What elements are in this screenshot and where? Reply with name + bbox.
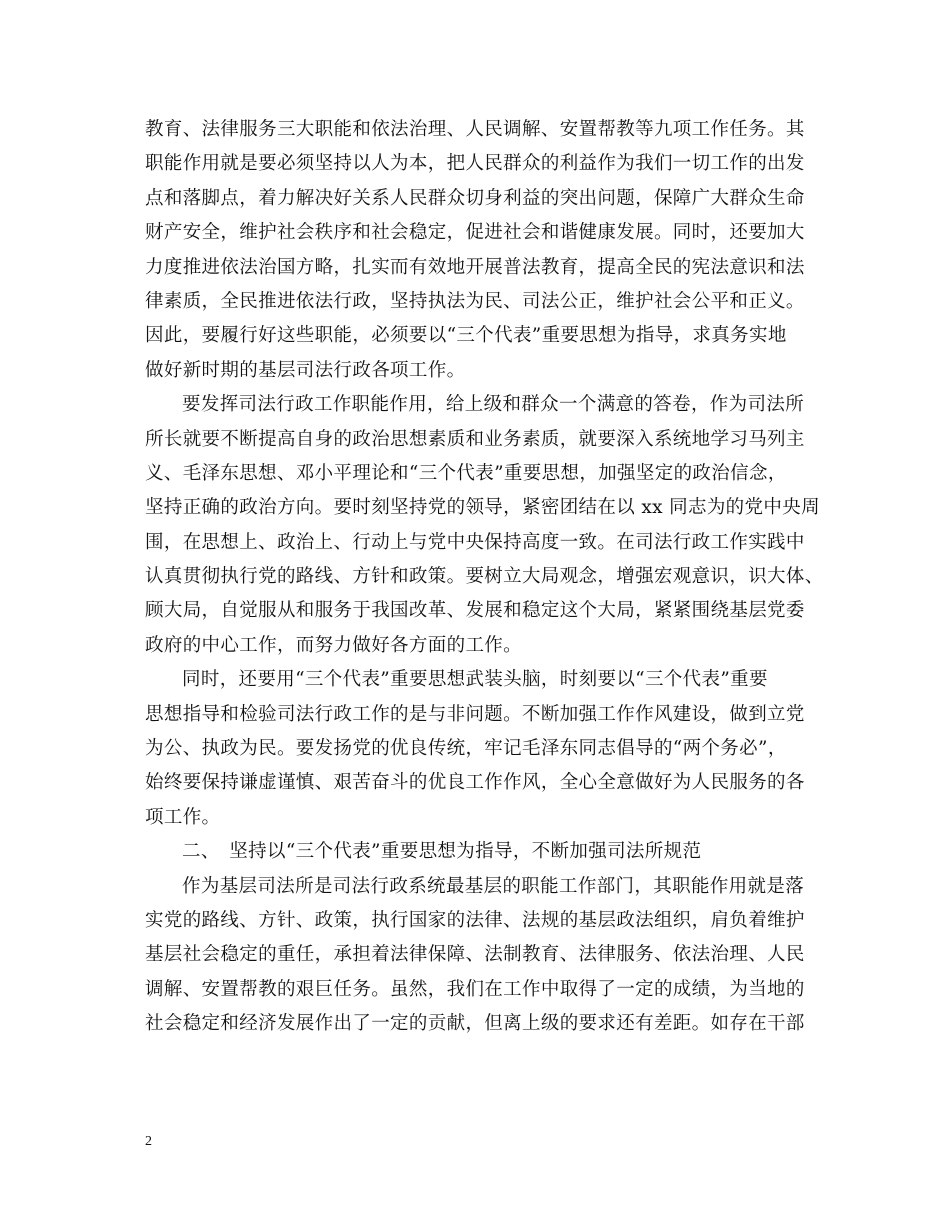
page-number: 2	[145, 1134, 152, 1149]
text-line: 认真贯彻执行党的路线、方针和政策。要树立大局观念，增强宏观意识，识大体、	[145, 566, 824, 588]
text-line: 围，在思想上、政治上、行动上与党中央保持高度一致。在司法行政工作实践中	[145, 531, 805, 553]
text-line: 基层社会稳定的重任，承担着法律保障、法制教育、法律服务、依法治理、人民	[145, 944, 805, 966]
text-line: 坚持正确的政治方向。要时刻坚持党的领导，紧密团结在以 xx 同志为的党中央周	[145, 497, 820, 519]
text-line: 所长就要不断提高自身的政治思想素质和业务素质，就要深入系统地学习马列主	[145, 428, 805, 450]
text-line: 为公、执政为民。要发扬党的优良传统，牢记毛泽东同志倡导的“两个务必”，	[145, 738, 787, 760]
text-line: 实党的路线、方针、政策，执行国家的法律、法规的基层政法组织，肩负着维护	[145, 909, 805, 931]
text-line: 始终要保持谦虚谨慎、艰苦奋斗的优良工作作风，全心全意做好为人民服务的各	[145, 772, 805, 794]
paragraph-first-line: 作为基层司法所是司法行政系统最基层的职能工作部门，其职能作用就是落	[182, 875, 805, 897]
text-line: 力度推进依法治国方略，扎实而有效地开展普法教育，提高全民的宪法意识和法	[145, 256, 805, 278]
text-line: 社会稳定和经济发展作出了一定的贡献，但离上级的要求还有差距。如存在干部	[145, 1013, 805, 1035]
text-line: 教育、法律服务三大职能和依法治理、人民调解、安置帮教等九项工作任务。其	[145, 119, 805, 140]
text-line: 因此，要履行好这些职能，必须要以“三个代表”重要思想为指导，求真务实地	[145, 325, 787, 347]
text-line: 做好新时期的基层司法行政各项工作。	[145, 359, 466, 381]
paragraph-first-line: 要发挥司法行政工作职能作用，给上级和群众一个满意的答卷，作为司法所	[182, 394, 805, 416]
text-line: 财产安全，维护社会秩序和社会稳定，促进社会和谐健康发展。同时，还要加大	[145, 222, 805, 244]
text-line: 点和落脚点，着力解决好关系人民群众切身利益的突出问题，保障广大群众生命	[145, 187, 805, 209]
section-heading: 二、 坚持以“三个代表”重要思想为指导，不断加强司法所规范	[182, 841, 702, 863]
text-line: 政府的中心工作，而努力做好各方面的工作。	[145, 634, 523, 656]
body-text	[145, 113, 825, 1042]
paragraph-first-line: 同时，还要用“三个代表”重要思想武装头脑，时刻要以“三个代表”重要	[182, 669, 768, 691]
text-line: 调解、安置帮教的艰巨任务。虽然，我们在工作中取得了一定的成绩，为当地的	[145, 978, 805, 1000]
text-line: 项工作。	[145, 806, 221, 828]
text-line: 顾大局，自觉服从和服务于我国改革、发展和稳定这个大局，紧紧围绕基层党委	[145, 600, 805, 622]
text-line: 职能作用就是要必须坚持以人为本，把人民群众的利益作为我们一切工作的出发	[145, 153, 805, 175]
text-line: 义、毛泽东思想、邓小平理论和“三个代表”重要思想，加强坚定的政治信念，	[145, 462, 787, 484]
text-line: 律素质，全民推进依法行政，坚持执法为民、司法公正，维护社会公平和正义。	[145, 290, 805, 312]
text-line: 思想指导和检验司法行政工作的是与非问题。不断加强工作作风建设，做到立党	[145, 703, 805, 725]
